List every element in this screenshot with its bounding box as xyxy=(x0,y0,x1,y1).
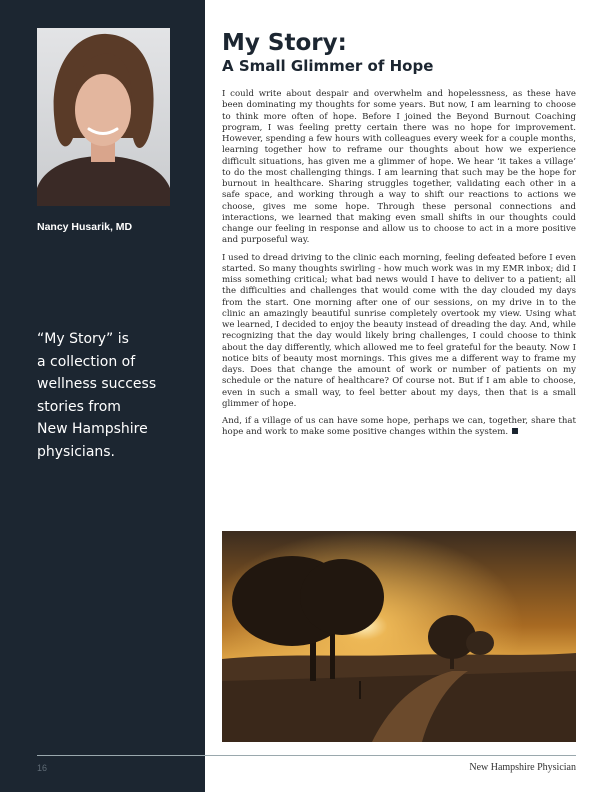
blurb-line: stories from xyxy=(37,398,121,415)
publication-name: New Hampshire Physician xyxy=(469,762,576,773)
blurb-line: a collection of xyxy=(37,353,136,370)
blurb-line: New Hampshire xyxy=(37,421,148,437)
series-blurb xyxy=(37,328,187,463)
blurb-line: physicians. xyxy=(37,443,116,460)
paragraph: I used to dread driving to the clinic each morning, feeling defeated before I even started. So many thoughts swirling - how much work was in my EMR inbox; did I miss something critical; what bad news would I have to deliver to a patient; all the difficulties and challenges that would come with the day clouded my days from the start. One morning after one of our sessions, on my drive in to the clinic an amazingly beautiful sunrise completely overtook my view. Using what we learned, I decided to enjoy the beauty instead of dreading the day. And, while recognizing that the day would likely bring challenges, I could choose to think about the day differently, which allowed me to feel grateful for the beauty. Now I notice bits of beauty most mornings. This gives me a different way to frame my days. Does that change the amount of work or number of patients on my schedule or the nature of healthcare? Of course not. But if I am able to choose, even in such a small way, to feel better about my days, then that is a small glimmer of hope. xyxy=(222,252,576,409)
sidebar xyxy=(0,0,205,792)
page-number: 16 xyxy=(37,763,48,773)
paragraph-text: And, if a village of us can have some hope, perhaps we can, together, share that hope and work to make some positive changes within the system. xyxy=(222,416,576,438)
author-name: Nancy Husarik, MD xyxy=(37,221,133,233)
page-subtitle: A Small Glimmer of Hope xyxy=(222,57,434,75)
page-title: My Story: xyxy=(222,30,347,56)
article-body xyxy=(222,89,576,445)
blurb-line: wellness success xyxy=(37,376,157,392)
paragraph-last xyxy=(222,416,576,439)
end-of-article-mark xyxy=(512,428,518,434)
blurb-line: “My Story” is xyxy=(37,331,129,347)
footer-divider xyxy=(37,755,576,756)
author-photo xyxy=(37,28,170,206)
paragraph: I could write about despair and overwhelm and hopelessness, as these have been dominating my thoughts for some years. But now, I am learning to choose to think more often of hope. Before I joined the Beyond Burnout Coaching program, I was feeling pretty certain there was no hope for improvement. However, spending a few hours with colleagues every week for a couple months, learning together how to reframe our thoughts about how we experience difficult situations, has given me a glimmer of hope. We hear ‘it takes a village’ to do the most challenging things. I am learning that such may be the hope for burnout in healthcare. Sharing struggles together, validating each other in a safe space, and working through a way to shift our reactions to actions we choose, gives me some hope. Through these personal connections and interactions, we learned that making even small shifts in our thoughts could change our feeling in response and allow us to choose to act in a more positive and purposeful way. xyxy=(222,89,576,246)
sunrise-photo xyxy=(222,531,576,742)
